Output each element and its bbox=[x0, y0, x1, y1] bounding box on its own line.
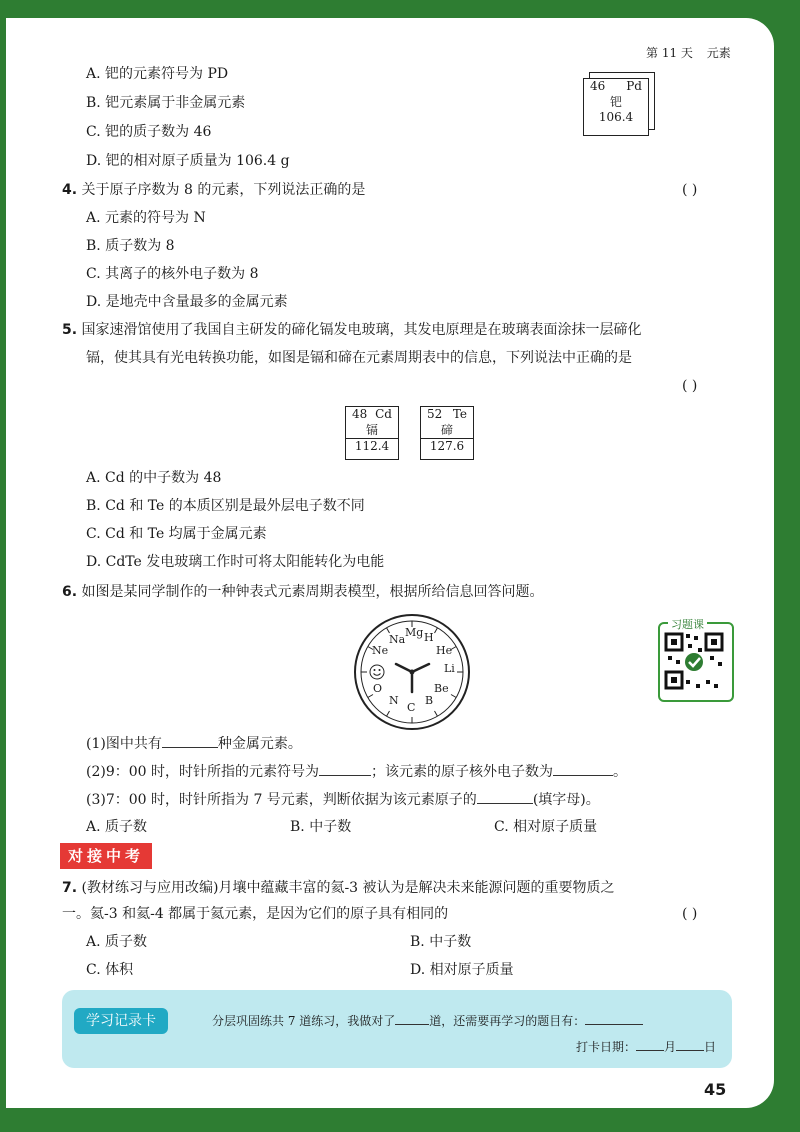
record-day-label: 日 bbox=[704, 1040, 717, 1054]
q6-option-b: B. 中子数 bbox=[290, 819, 352, 835]
page-header bbox=[646, 44, 741, 61]
record-date-label: 打卡日期： bbox=[576, 1040, 637, 1054]
cd-symbol: Cd bbox=[375, 407, 392, 421]
record-text-a: 分层巩固练共 7 道练习，我做对了 bbox=[212, 1014, 396, 1028]
clock-label-na: Na bbox=[389, 633, 406, 646]
q6-option-c: C. 相对原子质量 bbox=[494, 819, 598, 835]
q5-stem-line1 bbox=[62, 320, 642, 340]
cd-number: 48 bbox=[352, 407, 368, 421]
clock-label-li: Li bbox=[444, 662, 455, 675]
q4-number: 4. bbox=[62, 182, 78, 198]
te-name: 碲 bbox=[440, 423, 453, 437]
clock-label-o: O bbox=[373, 682, 383, 695]
clock-label-c: C bbox=[407, 701, 416, 714]
q6-sub3-text-b: (填字母)。 bbox=[532, 792, 600, 808]
clock-label-b: B bbox=[425, 694, 434, 707]
q4-option-a: A. 元素的符号为 N bbox=[86, 210, 206, 226]
q4-answer-paren: ( ) bbox=[682, 182, 698, 198]
clock-center bbox=[410, 670, 415, 675]
study-record-date bbox=[576, 1038, 716, 1055]
q6-sub2-text-b: ；该元素的原子核外电子数为 bbox=[371, 764, 554, 780]
q7-number: 7. bbox=[62, 880, 78, 896]
clock-label-h: H bbox=[424, 631, 434, 644]
q7-answer-paren: ( ) bbox=[682, 906, 698, 922]
element-clock-diagram bbox=[352, 612, 472, 732]
qr-code[interactable] bbox=[658, 622, 734, 702]
q5-option-c: C. Cd 和 Te 均属于金属元素 bbox=[86, 526, 267, 542]
q6-sub2-text-a: (2)9：00 时，时针所指的元素符号为 bbox=[86, 764, 320, 780]
q6-sub2 bbox=[86, 761, 627, 782]
q5-option-d: D. CdTe 发电玻璃工作时可将太阳能转化为电能 bbox=[86, 554, 385, 570]
te-symbol: Te bbox=[452, 407, 467, 421]
q5-text-1: 国家速滑馆使用了我国自主研发的碲化镉发电玻璃，其发电原理是在玻璃表面涂抹一层碲化 bbox=[81, 322, 642, 338]
section-tag-exam: 对接中考 bbox=[60, 843, 152, 869]
cd-element-card bbox=[345, 406, 399, 460]
q5-stem-line2: 镉，使其具有光电转换功能，如图是镉和碲在元素周期表中的信息，下列说法中正确的是 bbox=[86, 350, 632, 366]
q5-option-a: A. Cd 的中子数为 48 bbox=[86, 470, 222, 486]
pd-mass: 106.4 bbox=[598, 110, 634, 124]
q7-stem-line2: 一。氦-3 和氦-4 都属于氦元素，是因为它们的原子具有相同的 bbox=[62, 906, 449, 922]
qr-label: 习题课 bbox=[668, 616, 707, 632]
q3-option-d: D. 钯的相对原子质量为 106.4 g bbox=[86, 153, 290, 169]
cd-name: 镉 bbox=[365, 423, 378, 437]
record-month-label: 月 bbox=[664, 1040, 677, 1054]
record-day-blank[interactable] bbox=[676, 1038, 704, 1051]
te-mass: 127.6 bbox=[421, 438, 473, 453]
study-record-tag: 学习记录卡 bbox=[74, 1008, 168, 1034]
te-element-card bbox=[420, 406, 474, 460]
pd-element-card bbox=[583, 78, 649, 136]
q4-option-b: B. 质子数为 8 bbox=[86, 238, 175, 254]
q5-number: 5. bbox=[62, 322, 78, 338]
smiley-icon bbox=[370, 665, 384, 679]
record-correct-blank[interactable] bbox=[395, 1012, 429, 1025]
header-topic: 元素 bbox=[706, 46, 731, 60]
clock-label-ne: Ne bbox=[372, 644, 389, 657]
q6-sub3-text-a: (3)7：00 时，时针所指为 7 号元素，判断依据为该元素原子的 bbox=[86, 792, 477, 808]
q5-option-b: B. Cd 和 Te 的本质区别是最外层电子数不同 bbox=[86, 498, 365, 514]
q6-sub1-blank[interactable] bbox=[162, 733, 218, 748]
q6-sub2-blank-2[interactable] bbox=[553, 761, 613, 776]
te-number: 52 bbox=[427, 407, 443, 421]
q7-option-a: A. 质子数 bbox=[86, 934, 148, 950]
q6-number: 6. bbox=[62, 584, 78, 600]
q6-option-a: A. 质子数 bbox=[86, 819, 148, 835]
q7-option-c: C. 体积 bbox=[86, 962, 134, 978]
q6-sub1 bbox=[86, 733, 302, 754]
record-text-b: 道，还需要再学习的题目有： bbox=[429, 1014, 586, 1028]
clock-label-mg: Mg bbox=[405, 626, 424, 639]
qr-code-icon bbox=[660, 624, 728, 694]
q3-option-b: B. 钯元素属于非金属元素 bbox=[86, 95, 246, 111]
q6-sub2-text-c: 。 bbox=[613, 764, 628, 780]
q7-option-b: B. 中子数 bbox=[410, 934, 472, 950]
pd-number: 46 bbox=[590, 79, 606, 93]
clock-label-be: Be bbox=[434, 682, 449, 695]
record-questions-blank[interactable] bbox=[585, 1012, 643, 1025]
pd-name: 钯 bbox=[609, 95, 622, 109]
q6-sub1-text-a: (1)图中共有 bbox=[86, 736, 162, 752]
study-record-text bbox=[212, 1012, 643, 1029]
page-number: 45 bbox=[704, 1080, 727, 1099]
q7-stem-line1 bbox=[62, 878, 615, 898]
q4-option-d: D. 是地壳中含量最多的金属元素 bbox=[86, 294, 288, 310]
q3-option-c: C. 钯的质子数为 46 bbox=[86, 124, 212, 140]
q6-sub3 bbox=[86, 789, 600, 810]
header-day: 第 11 天 bbox=[646, 46, 693, 60]
q6-sub2-blank-1[interactable] bbox=[319, 761, 371, 776]
cd-mass: 112.4 bbox=[346, 438, 398, 453]
record-month-blank[interactable] bbox=[636, 1038, 664, 1051]
q6-text: 如图是某同学制作的一种钟表式元素周期表模型，根据所给信息回答问题。 bbox=[81, 584, 544, 600]
q4-option-c: C. 其离子的核外电子数为 8 bbox=[86, 266, 259, 282]
q6-sub1-text-b: 种金属元素。 bbox=[217, 736, 302, 752]
q4-text: 关于原子序数为 8 的元素，下列说法正确的是 bbox=[81, 182, 366, 198]
q3-option-a: A. 钯的元素符号为 PD bbox=[86, 66, 229, 82]
q4-stem bbox=[62, 180, 365, 200]
q7-text-1: (教材练习与应用改编)月壤中蕴藏丰富的氦-3 被认为是解决未来能源问题的重要物质之 bbox=[81, 880, 615, 896]
clock-label-n: N bbox=[389, 694, 399, 707]
q5-answer-paren: ( ) bbox=[682, 378, 698, 394]
clock-label-he: He bbox=[436, 644, 453, 657]
q6-stem bbox=[62, 582, 544, 602]
q6-sub3-blank[interactable] bbox=[477, 789, 533, 804]
pd-symbol: Pd bbox=[626, 79, 642, 93]
study-record-card bbox=[62, 990, 732, 1068]
q7-option-d: D. 相对原子质量 bbox=[410, 962, 514, 978]
